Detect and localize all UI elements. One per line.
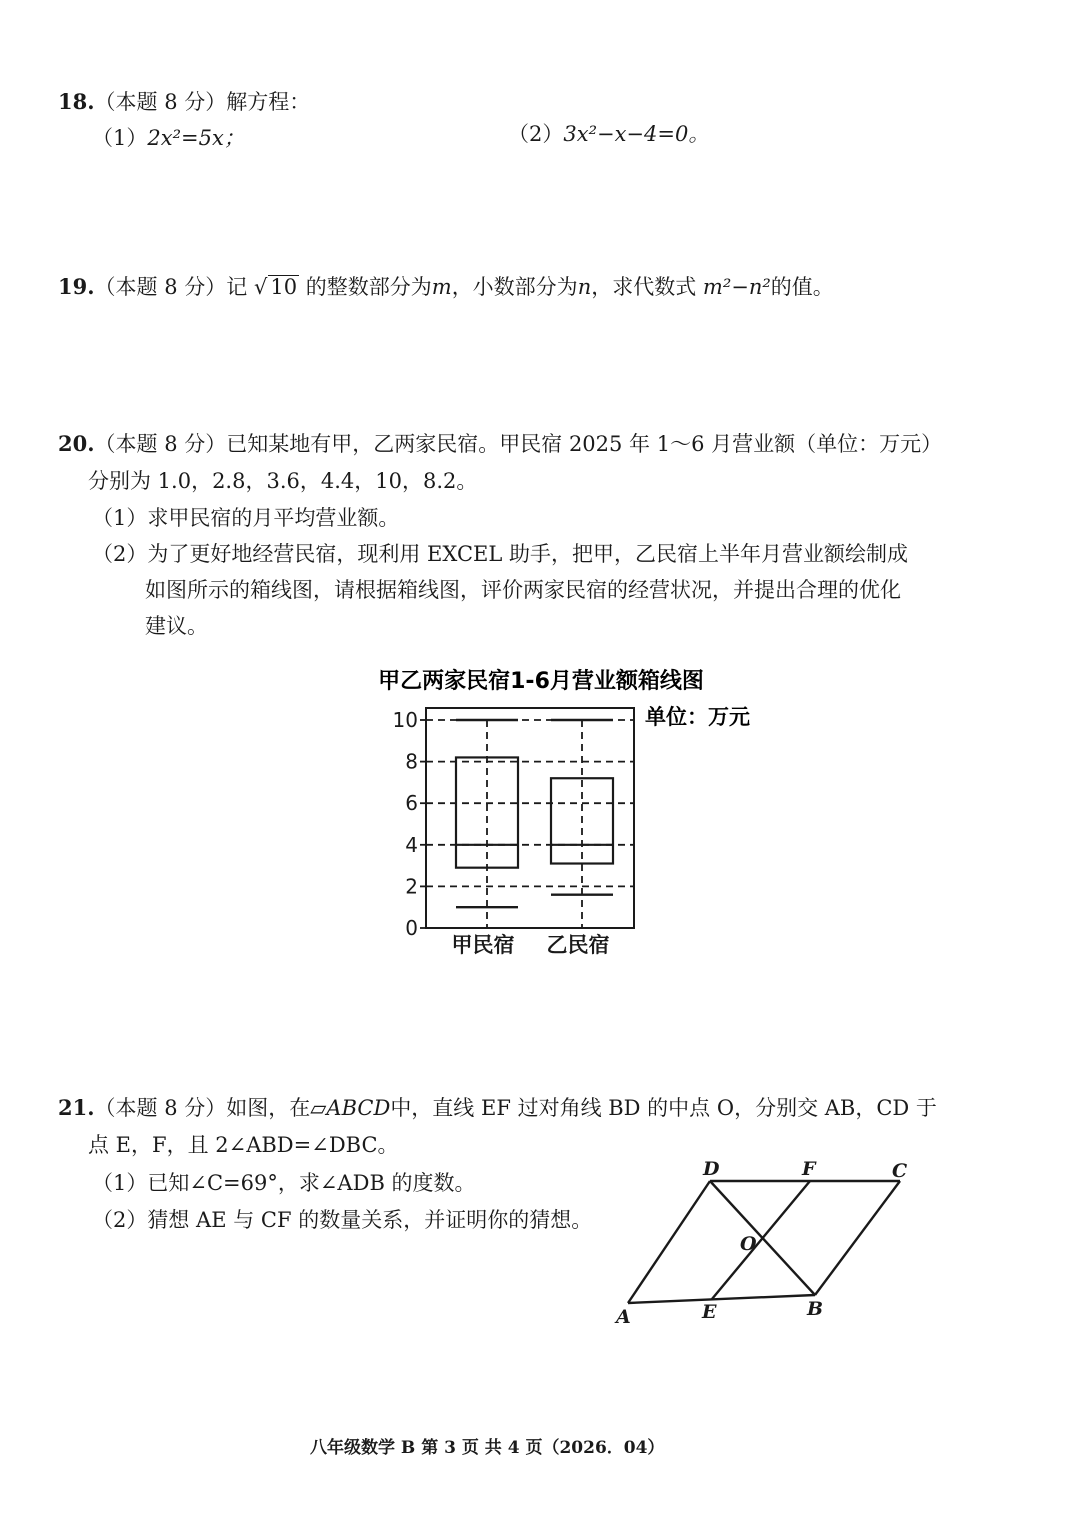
q20-number: 20.	[58, 431, 95, 456]
category-label-2: 乙民宿	[546, 933, 610, 957]
q18-part1-equation: 2x²=5x；	[147, 126, 245, 150]
chart-gridlines	[426, 720, 634, 928]
q18-score: （本题 8 分）	[94, 90, 227, 114]
q20-line2: 分别为 1.0，2.8，3.6，4.4，10，8.2。	[88, 469, 478, 493]
q18-part2-equation: 3x²−x−4=0。	[563, 122, 710, 146]
chart-title: 甲乙两家民宿1-6月营业额箱线图	[378, 669, 704, 694]
label-f: F	[802, 1158, 816, 1180]
q19-score: （本题 8 分）	[94, 275, 227, 299]
q20-part2-line1: （2）为了更好地经营民宿，现利用 EXCEL 助手，把甲，乙民宿上半年月营业额绘制成	[92, 542, 908, 566]
y-tick-label-4: 4	[405, 832, 418, 857]
side-bc	[815, 1181, 900, 1295]
y-tick-label-6: 6	[405, 791, 418, 816]
y-tick-label-0: 0	[405, 916, 418, 940]
q18-part2	[508, 120, 709, 148]
q21-score: （本题 8 分）	[94, 1096, 227, 1120]
chart-categories	[452, 933, 610, 957]
q19-text-c: ，小数部分为	[451, 275, 578, 299]
y-tick-label-8: 8	[405, 749, 418, 774]
page-footer: 八年级数学 B 第 3 页 共 4 页（2026．04）	[310, 1438, 665, 1458]
q21-line1-a: 如图，在	[226, 1096, 311, 1120]
q19-text-e: 的值。	[770, 275, 834, 299]
q21-part1: （1）已知∠C=69°，求∠ADB 的度数。	[92, 1171, 476, 1195]
q21-parallelogram: ▱ABCD	[310, 1096, 391, 1120]
q19-text-a: 记	[226, 275, 248, 299]
q21-line2: 点 E，F，且 2∠ABD=∠DBC。	[88, 1133, 399, 1157]
q20-part2-line2: 如图所示的箱线图，请根据箱线图，评价两家民宿的经营状况，并提出合理的优化	[145, 578, 901, 602]
y-tick-label-2: 2	[405, 874, 418, 899]
q20-part1: （1）求甲民宿的月平均营业额。	[92, 506, 400, 530]
sqrt-icon: √	[253, 275, 268, 299]
q19-radicand: 10	[270, 275, 298, 299]
label-o: O	[740, 1233, 757, 1255]
chart-boxes	[456, 720, 613, 907]
q18-header	[58, 88, 310, 116]
q19-n: n	[577, 275, 592, 299]
y-tick-label-10: 10	[392, 708, 418, 732]
boxplot-chart	[360, 660, 780, 970]
q18-part1-label: （1）	[92, 126, 148, 150]
q21-line1-b: 中，直线 EF 过对角线 BD 的中点 O，分别交 AB，CD 于	[390, 1096, 937, 1120]
side-ab	[628, 1295, 815, 1303]
q21-part2: （2）猜想 AE 与 CF 的数量关系，并证明你的猜想。	[92, 1208, 593, 1232]
parallelogram-figure	[600, 1155, 930, 1335]
q18-number: 18.	[58, 89, 95, 114]
q20-line1	[58, 430, 942, 458]
q19-text-d: ，求代数式	[591, 275, 697, 299]
q18-part1	[92, 124, 245, 152]
q19-text	[58, 273, 834, 301]
q18-part2-label: （2）	[508, 122, 564, 146]
side-ad	[628, 1181, 710, 1303]
label-a: A	[616, 1306, 631, 1328]
label-b: B	[807, 1298, 824, 1320]
q18-prompt: 解方程：	[226, 90, 311, 114]
q21-line1	[58, 1094, 937, 1122]
label-d: D	[703, 1158, 720, 1180]
q19-expression: m²−n²	[702, 275, 771, 299]
q20-part2-line3: 建议。	[145, 614, 208, 638]
q19-m: m	[431, 275, 452, 299]
q19-number: 19.	[58, 274, 95, 299]
label-c: C	[892, 1160, 908, 1182]
category-label-1: 甲民宿	[451, 933, 515, 957]
label-e: E	[702, 1301, 717, 1323]
q21-number: 21.	[58, 1095, 95, 1120]
chart-y-ticks	[393, 708, 426, 940]
q20-score: （本题 8 分）	[94, 432, 227, 456]
chart-unit-label: 单位：万元	[645, 705, 750, 729]
q20-line1-text: 已知某地有甲，乙两家民宿。甲民宿 2025 年 1～6 月营业额（单位：万元）	[226, 432, 943, 456]
q19-text-b: 的整数部分为	[305, 275, 432, 299]
